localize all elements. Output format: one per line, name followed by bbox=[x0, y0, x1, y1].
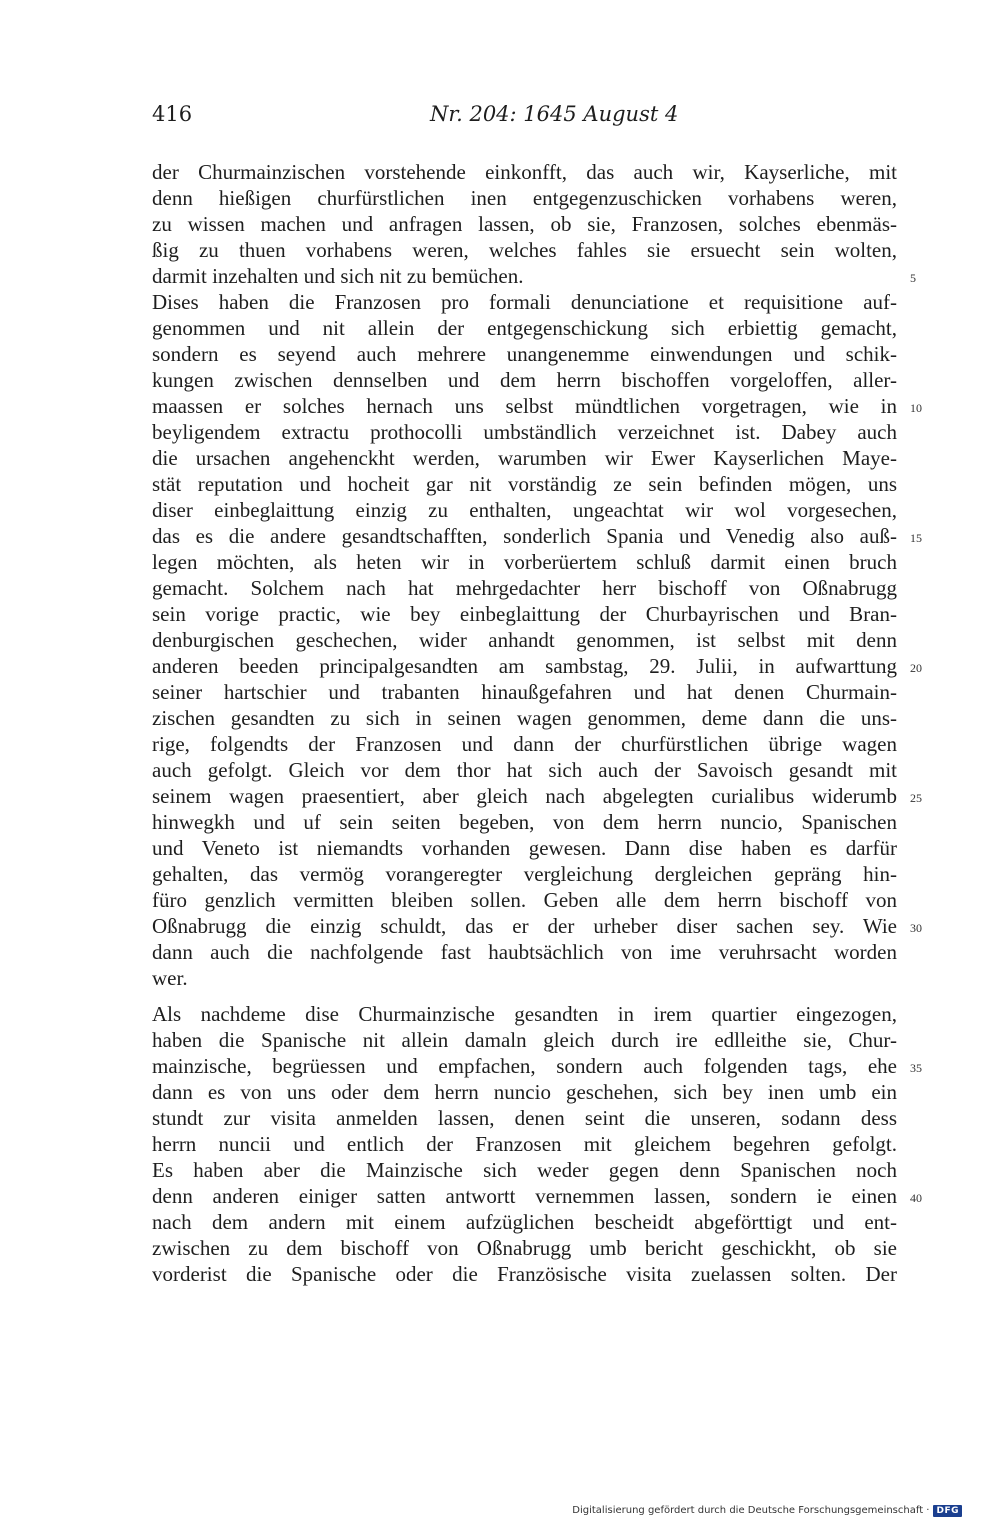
text-line: denn hießigen churfürstlichen inen entgegenzuschicken vorhabens weren, bbox=[152, 186, 897, 210]
line-number: 25 bbox=[910, 791, 922, 805]
text-line: Als nachdeme dise Churmainzische gesandten in irem quartier eingezogen, bbox=[152, 1002, 897, 1026]
line-number: 15 bbox=[910, 531, 922, 545]
text-line: rige, folgendts der Franzosen und dann der churfürstlichen übrige wagen bbox=[152, 732, 897, 756]
page-number: 416 bbox=[152, 102, 193, 126]
text-line: anderen beeden principalgesandten am sambstag, 29. Julii, in aufwarttung bbox=[152, 654, 897, 678]
text-line: mainzische, begrüessen und empfachen, sondern auch folgenden tags, ehe bbox=[152, 1054, 897, 1078]
digitization-credit bbox=[572, 1504, 962, 1518]
line-number: 40 bbox=[910, 1191, 922, 1205]
text-line: wer. bbox=[152, 966, 188, 990]
text-line: ßig zu thuen vorhabens weren, welches fahles sie ersuecht sein wolten, bbox=[152, 238, 897, 262]
line-number: 35 bbox=[910, 1061, 922, 1075]
text-line: zu wissen machen und anfragen lassen, ob sie, Franzosen, solches ebenmäs- bbox=[152, 212, 897, 236]
text-line: dann es von uns oder dem herrn nuncio geschehen, sich bey inen umb ein bbox=[152, 1080, 897, 1104]
text-line: haben die Spanische nit allein damaln gleich durch ire edlleithe sie, Chur- bbox=[152, 1028, 897, 1052]
line-number: 20 bbox=[910, 661, 922, 675]
text-line: zwischen zu dem bischoff von Oßnabrugg umb bericht geschickht, ob sie bbox=[152, 1236, 897, 1260]
text-line: und Veneto ist niemandts vorhanden gewesen. Dann dise haben es darfür bbox=[152, 836, 897, 860]
text-line: sein vorige practic, wie bey einbeglaittung der Churbayrischen und Bran- bbox=[152, 602, 897, 626]
text-line: legen möchten, als heten wir in vorberüertem schluß darmit einen bruch bbox=[152, 550, 897, 574]
text-line: darmit inzehalten und sich nit zu bemüchen. bbox=[152, 264, 524, 288]
text-line: die ursachen angehenckht werden, warumben wir Ewer Kayserlichen Maye- bbox=[152, 446, 897, 470]
text-line: gehalten, das vermög vorangeregter vergleichung dergleichen gepräng hin- bbox=[152, 862, 897, 886]
text-line: seinem wagen praesentiert, aber gleich nach abgelegten curialibus widerumb bbox=[152, 784, 897, 808]
text-line: gemacht. Solchem nach hat mehrgedachter herr bischoff von Oßnabrugg bbox=[152, 576, 897, 600]
running-head: Nr. 204: 1645 August 4 bbox=[430, 102, 679, 126]
text-line: sondern es seyend auch mehrere unangenemme einwendungen und schik- bbox=[152, 342, 897, 366]
text-line: hinwegkh und uf sein seiten begeben, von dem herrn nuncio, Spanischen bbox=[152, 810, 897, 834]
line-number: 5 bbox=[910, 271, 916, 285]
text-line: Oßnabrugg die einzig schuldt, das er der urheber diser sachen sey. Wie bbox=[152, 914, 897, 938]
text-line: genommen und nit allein der entgegenschickung sich erbiettig gemacht, bbox=[152, 316, 897, 340]
text-line: kungen zwischen dennselben und dem herrn bischoffen vorgeloffen, aller- bbox=[152, 368, 897, 392]
credit-text: Digitalisierung gefördert durch die Deutsche Forschungsgemeinschaft · bbox=[572, 1505, 930, 1516]
text-line: denn anderen einiger satten antwortt vernemmen lassen, sondern ie einen bbox=[152, 1184, 897, 1208]
text-line: zischen gesandten zu sich in seinen wagen genommen, deme dann die uns- bbox=[152, 706, 897, 730]
text-line: herrn nuncii und entlich der Franzosen mit gleichem begehren gefolgt. bbox=[152, 1132, 897, 1156]
text-line: dann auch die nachfolgende fast haubtsächlich von ime veruhrsacht worden bbox=[152, 940, 897, 964]
text-line: auch gefolgt. Gleich vor dem thor hat sich auch der Savoisch gesandt mit bbox=[152, 758, 897, 782]
text-line: denburgischen geschechen, wider anhandt genommen, ist selbst mit denn bbox=[152, 628, 897, 652]
text-line: diser einbeglaittung einzig zu enthalten, ungeachtat wir wol vorgesechen, bbox=[152, 498, 897, 522]
text-line: stät reputation und hocheit gar nit vorständig ze sein befinden mögen, uns bbox=[152, 472, 897, 496]
text-line: füro genzlich vermitten bleiben sollen. Geben alle dem herrn bischoff von bbox=[152, 888, 897, 912]
text-line: nach dem andern mit einem aufzüglichen bescheidt abgeförttigt und ent- bbox=[152, 1210, 897, 1234]
text-line: der Churmainzischen vorstehende einkonfft, das auch wir, Kayserliche, mit bbox=[152, 160, 897, 184]
dfg-logo: DFG bbox=[933, 1505, 962, 1517]
text-line: Es haben aber die Mainzische sich weder gegen denn Spanischen noch bbox=[152, 1158, 897, 1182]
text-line: Dises haben die Franzosen pro formali denunciatione et requisitione auf- bbox=[152, 290, 897, 314]
text-line: seiner hartschier und trabanten hinaußgefahren und hat denen Churmain- bbox=[152, 680, 897, 704]
line-number: 30 bbox=[910, 921, 922, 935]
text-line: maassen er solches hernach uns selbst mündtlichen vorgetragen, wie in bbox=[152, 394, 897, 418]
text-line: vorderist die Spanische oder die Französische visita zuelassen solten. Der bbox=[152, 1262, 897, 1286]
text-line: beyligendem extractu prothocolli umbständlich verzeichnet ist. Dabey auch bbox=[152, 420, 897, 444]
text-line: stundt zur visita anmelden lassen, denen seint die unseren, sodann dess bbox=[152, 1106, 897, 1130]
text-line: das es die andere gesandtschafften, sonderlich Spania und Venedig also auß- bbox=[152, 524, 897, 548]
line-number: 10 bbox=[910, 401, 922, 415]
